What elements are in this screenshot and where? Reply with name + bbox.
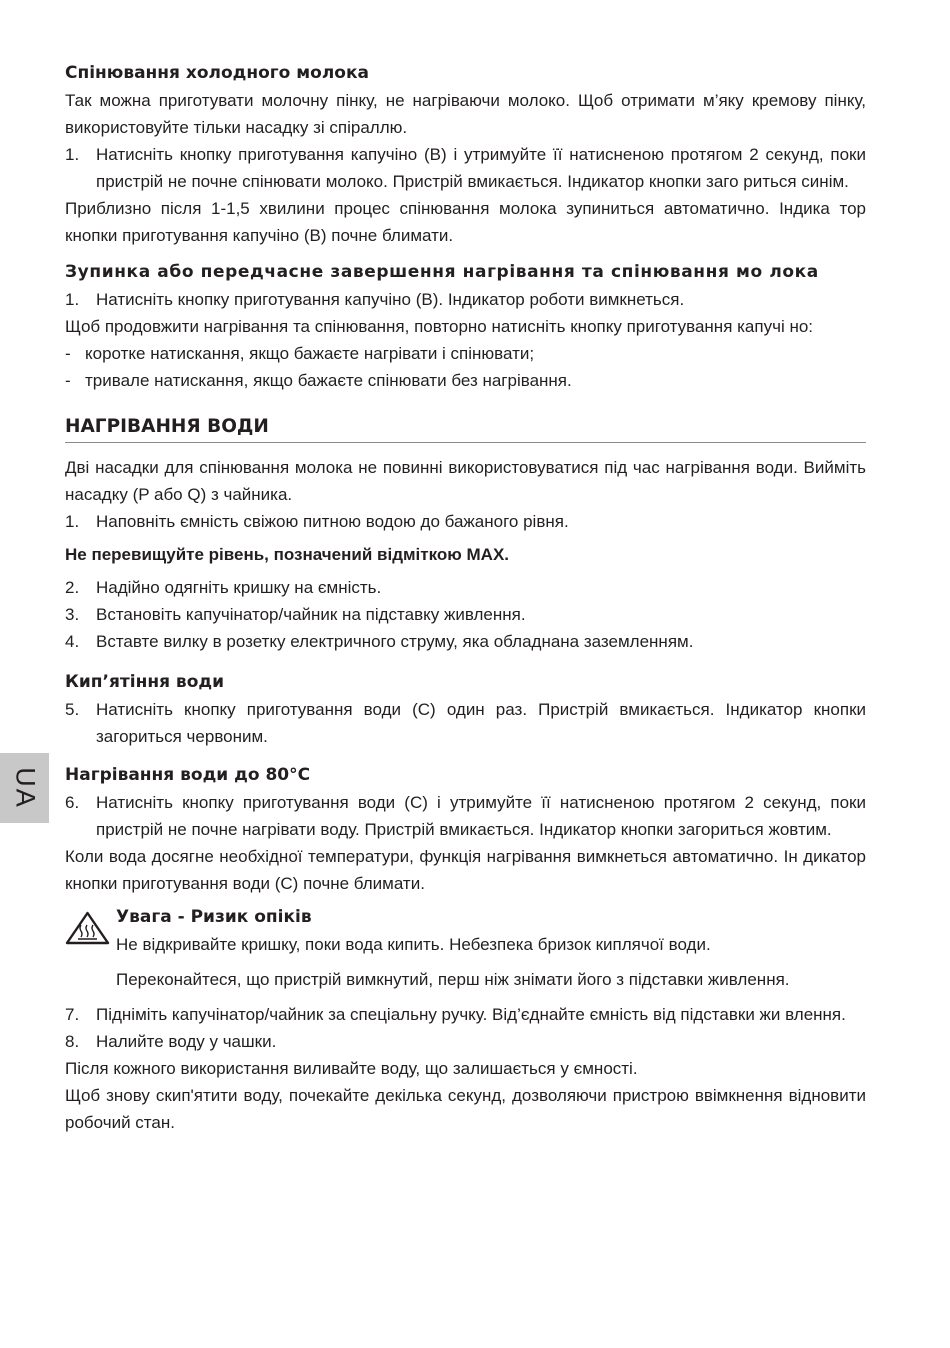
step-text: Налийте воду у чашки. [96,1032,277,1051]
step-text: Встановіть капучінатор/чайник на підставку живлення. [96,605,526,624]
section-title-stop-heating: Зупинка або передчасне завершення нагрівання та спінювання мо лока [65,262,819,282]
manual-page [65,60,866,1136]
max-level-warning: Не перевищуйте рівень, позначений відміткою MAX. [65,545,510,564]
step-number: 2. [65,578,80,597]
list-item [65,696,866,750]
step-number: 8. [65,1032,80,1051]
section-title-boiling-water: Кип’ятіння води [65,672,225,692]
caution-block [65,904,866,993]
caution-title: Увага - Ризик опіків [116,907,312,927]
caution-line-2: Переконайтеся, що пристрій вимкнутий, перш ніж знімати його з підставки живлення. [116,970,790,989]
caution-line-1: Не відкривайте кришку, поки вода кипить. Небезпека бризок киплячої води. [116,935,711,954]
list-item [65,574,866,601]
step-text: Вставте вилку в розетку електричного струму, яка обладнана заземленням. [96,632,694,651]
dash-text: коротке натискання, якщо бажаєте нагрівати і спінювати; [85,344,535,363]
cold-milk-intro: Так можна приготувати молочну пінку, не нагріваючи молоко. Щоб отримати м’яку кремову пінку, використовуйте тільки насадку зі спіраллю. [65,91,866,137]
list-item [65,1028,866,1055]
stop-heating-para: Щоб продовжити нагрівання та спінювання, повторно натисніть кнопку приготування капучі но: [65,317,814,336]
reboil-para: Щоб знову скип'ятити воду, почекайте декілька секунд, дозволяючи пристрою ввімкнення відновити робочий стан. [65,1086,866,1132]
step-text: Натисніть кнопку приготування капучіно (B). Індикатор роботи вимкнеться. [96,290,685,309]
dash-marker: - [65,344,71,363]
cold-milk-after: Приблизно після 1-1,5 хвилини процес спінювання молока зупиниться автоматично. Індика тор кнопки приготування капучіно (B) почне блимати. [65,199,866,245]
step-text: Надійно одягніть кришку на ємність. [96,578,382,597]
dash-marker: - [65,371,71,390]
step-text: Натисніть кнопку приготування капучіно (B) і утримуйте її натисненою протягом 2 секунд, поки пристрій не почне спінювати молоко. Пристрій вмикається. Індикатор кнопки заго риться синім. [96,145,866,191]
section-title-heating-80: Нагрівання води до 80°C [65,765,311,785]
list-item [65,1001,866,1028]
step-number: 5. [65,700,80,719]
water-heating-intro: Дві насадки для спінювання молока не повинні використовуватися під час нагрівання води. Вийміть насадку (P або Q) з чайника. [65,458,866,504]
step-number: 1. [65,145,80,164]
list-item [65,601,866,628]
list-item [65,628,866,655]
step-number: 7. [65,1005,80,1024]
list-item [65,508,866,535]
dash-text: тривале натискання, якщо бажаєте спінювати без нагрівання. [85,371,572,390]
list-item [65,789,866,843]
list-item [65,286,866,313]
step-number: 3. [65,605,80,624]
step-number: 4. [65,632,80,651]
step-number: 6. [65,793,80,812]
list-item [65,340,866,367]
language-tab [0,753,49,823]
step-text: Натисніть кнопку приготування води (C) і утримуйте її натисненою протягом 2 секунд, поки пристрій не почне нагрівати воду. Пристрій вмикається. Індикатор кнопки загориться жовтим. [96,793,866,839]
step-number: 1. [65,290,80,309]
list-item [65,367,866,394]
step-number: 1. [65,512,80,531]
heating-80-after: Коли вода досягне необхідної температури, функція нагрівання вимкнеться автоматично. Ін дикатор кнопки приготування води (C) почне блимати. [65,847,866,893]
step-text: Підніміть капучінатор/чайник за спеціальну ручку. Від’єднайте ємність від підставки жи влення. [96,1005,846,1024]
step-text: Наповніть ємність свіжою питною водою до бажаного рівня. [96,512,569,531]
language-tab-label: UA [10,767,40,809]
after-use-para: Після кожного використання виливайте воду, що залишається у ємності. [65,1059,638,1078]
section-title-water-heating: НАГРІВАННЯ ВОДИ [65,414,866,443]
hot-surface-warning-icon [65,911,110,945]
step-text: Натисніть кнопку приготування води (C) один раз. Пристрій вмикається. Індикатор кнопки загориться червоним. [96,700,866,746]
section-title-cold-milk-frothing: Спінювання холодного молока [65,63,369,83]
list-item [65,141,866,195]
